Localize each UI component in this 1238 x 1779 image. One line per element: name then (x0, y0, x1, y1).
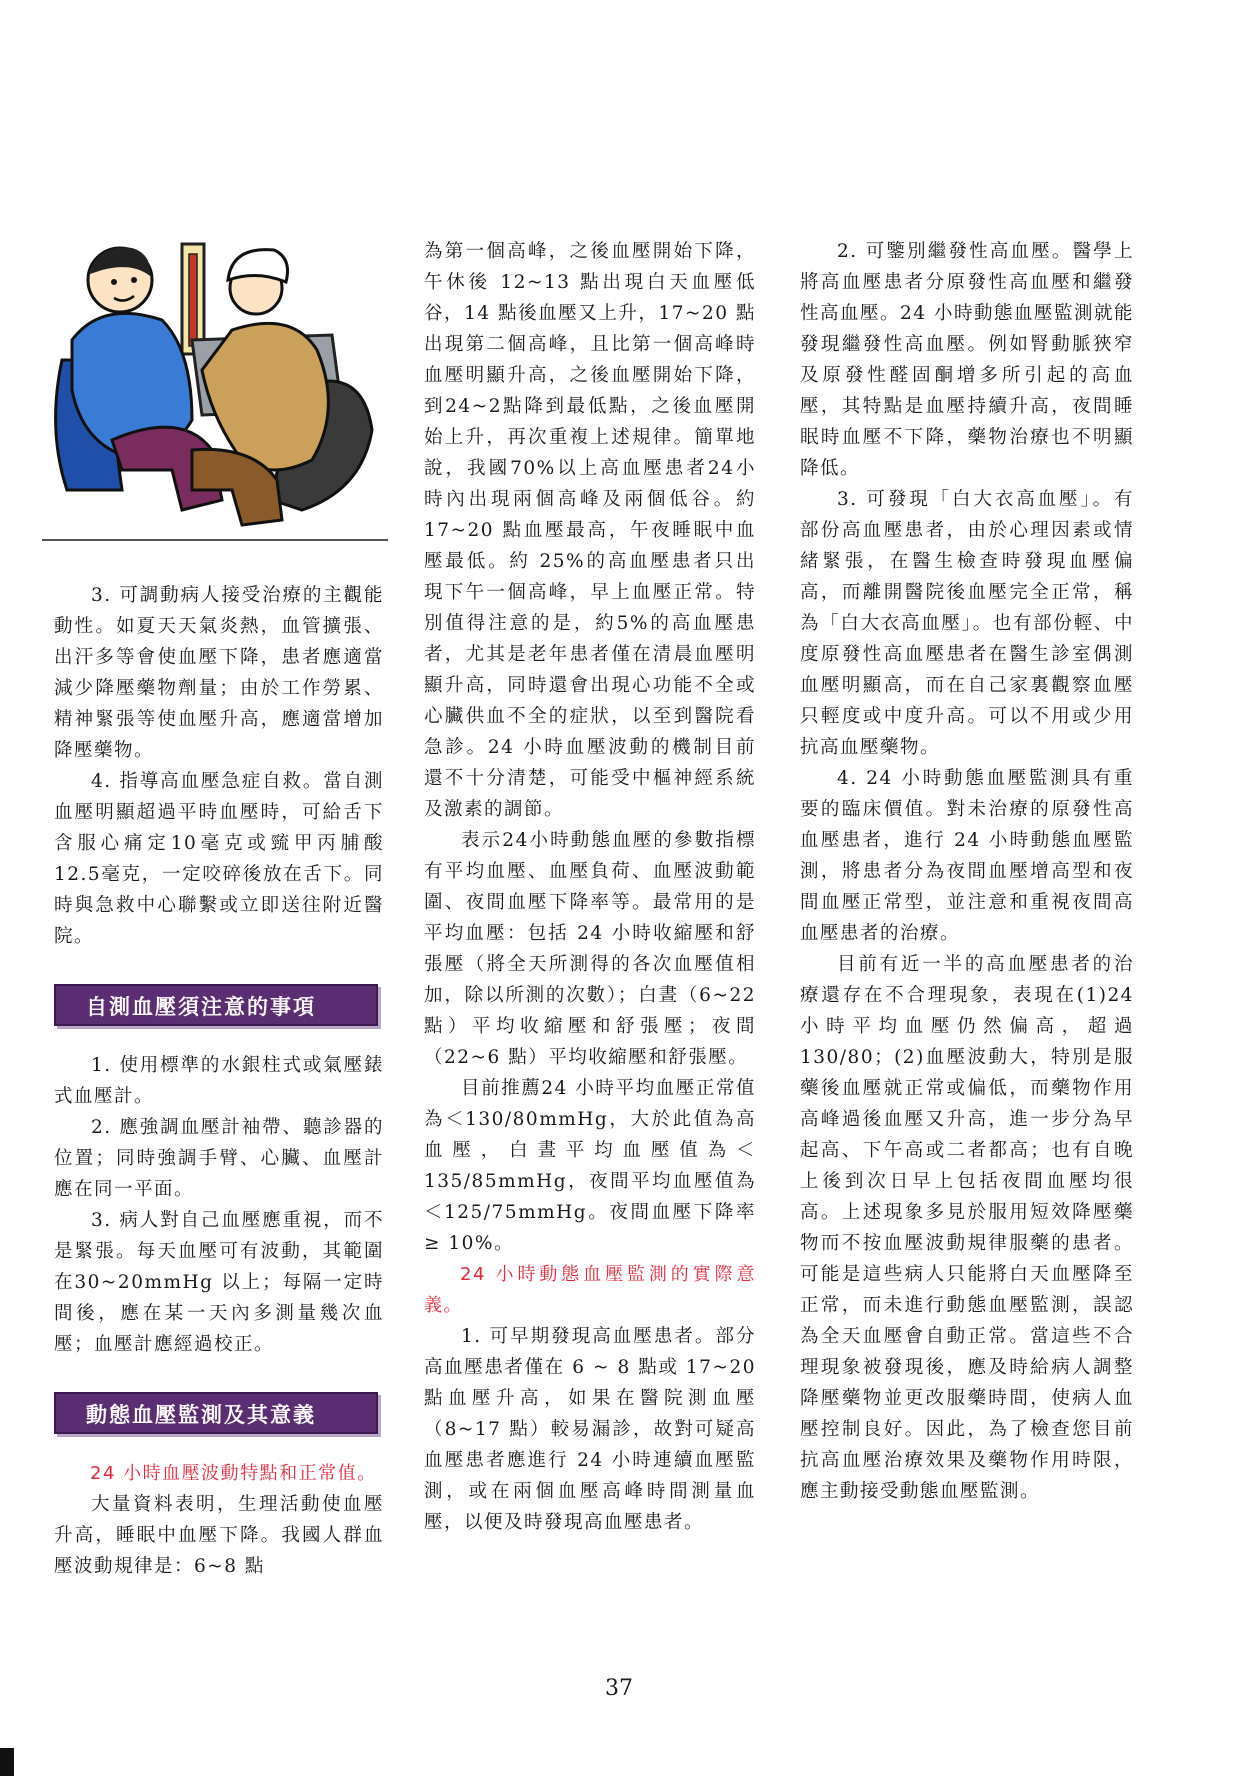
subheading: 24 小時動態血壓監測的實際意義。 (424, 1264, 756, 1316)
paragraph: 大量資料表明，生理活動使血壓升高，睡眠中血壓下降。我國人群血壓波動規律是：6~8 點 (54, 1494, 384, 1577)
paragraph: 4. 24 小時動態血壓監測具有重要的臨床價值。對未治療的原發性高血壓患者，進行 24 小時動態血壓監測，將患者分為夜間血壓增高型和夜間血壓正常型，並注意和重視夜間高血壓患者的治療。 (800, 768, 1134, 944)
section-title-ambulatory: 動態血壓監測及其意義 (54, 1392, 378, 1434)
paragraph: 2. 可鑒別繼發性高血壓。醫學上將高血壓患者分原發性高血壓和繼發性高血壓。24 小時動態血壓監測就能發現繼發性高血壓。例如腎動脈狹窄及原發性醛固酮增多所引起的高血壓，其特點是血壓持續升高，夜間睡眠時血壓不下降，藥物治療也不明顯降低。 (800, 241, 1134, 479)
paragraph: 為第一個高峰，之後血壓開始下降，午休後 12~13 點出現白天血壓低谷，14 點後血壓又上升，17~20 點出現第二個高峰，且比第一個高峰時血壓明顯升高，之後血壓開始下降，到24~2點降到最低點，之後血壓開始上升，再次重複上述規律。簡單地說，我國70%以上高血壓患者24小時內出現兩個高峰及兩個低谷。約17~20 點血壓最高，午夜睡眠中血壓最低。約 25%的高血壓患者只出現下午一個高峰，早上血壓正常。特別值得注意的是，約5%的高血壓患者，尤其是老年患者僅在清晨血壓明顯升高，同時還會出現心功能不全或心臟供血不全的症狀，以至到醫院看急診。24 小時血壓波動的機制目前還不十分清楚，可能受中樞神經系統及激素的調節。 (424, 241, 756, 820)
doctor-patient-illustration (42, 240, 388, 558)
paragraph: 目前推薦24 小時平均血壓正常值為＜130/80mmHg，大於此值為高血壓，白晝平均血壓值為＜135/85mmHg，夜間平均血壓值為＜125/75mmHg。夜間血壓下降率≥ 10%。 (424, 1078, 756, 1254)
paragraph: 1. 可早期發現高血壓患者。部分高血壓患者僅在 6 ~ 8 點或 17~20 點血壓升高，如果在醫院測血壓（8~17 點）較易漏診，故對可疑高血壓患者應進行 24 小時連續血壓監測，或在兩個血壓高峰時間測量血壓，以便及時發現高血壓患者。 (424, 1326, 756, 1533)
column-right (800, 236, 1134, 1507)
page-number: 37 (605, 1676, 633, 1701)
column-middle (424, 236, 756, 1538)
paragraph: 2. 應強調血壓計袖帶、聽診器的位置；同時強調手臂、心臟、血壓計應在同一平面。 (54, 1117, 384, 1200)
paragraph: 4. 指導高血壓急症自救。當自測血壓明顯超過平時血壓時，可給舌下含服心痛定10毫克或巰甲丙脯酸12.5毫克，一定咬碎後放在舌下。同時與急救中心聯繫或立即送往附近醫院。 (54, 771, 384, 947)
paragraph: 3. 可調動病人接受治療的主觀能動性。如夏天天氣炎熱，血管擴張、出汗多等會使血壓下降，患者應適當減少降壓藥物劑量；由於工作勞累、精神緊張等使血壓升高，應適當增加降壓藥物。 (54, 585, 384, 761)
paragraph: 表示24小時動態血壓的參數指標有平均血壓、血壓負荷、血壓波動範圍、夜間血壓下降率等。最常用的是平均血壓：包括 24 小時收縮壓和舒張壓（將全天所測得的各次血壓值相加，除以所測的次數）；白晝（6~22點）平均收縮壓和舒張壓；夜間（22~6 點）平均收縮壓和舒張壓。 (424, 830, 756, 1068)
section-title-self-measure: 自測血壓須注意的事項 (54, 984, 378, 1026)
subheading: 24 小時血壓波動特點和正常值。 (90, 1463, 377, 1484)
paragraph: 目前有近一半的高血壓患者的治療還存在不合理現象，表現在(1)24小時平均血壓仍然偏高，超過130/80；(2)血壓波動大，特別是服藥後血壓就正常或偏低，而藥物作用高峰過後血壓又升高，進一步分為早起高、下午高或二者都高；也有自晚上後到次日早上包括夜間血壓均很高。上述現象多見於服用短效降壓藥物而不按血壓波動規律服藥的患者。可能是這些病人只能將白天血壓降至正常，而未進行動態血壓監測，誤認為全天血壓會自動正常。當這些不合理現象被發現後，應及時給病人調整降壓藥物並更改服藥時間，使病人血壓控制良好。因此，為了檢查您目前抗高血壓治療效果及藥物作用時限，應主動接受動態血壓監測。 (800, 954, 1134, 1502)
paragraph: 3. 可發現「白大衣高血壓」。有部份高血壓患者，由於心理因素或情緒緊張，在醫生檢查時發現血壓偏高，而離開醫院後血壓完全正常，稱為「白大衣高血壓」。也有部份輕、中度原發性高血壓患者在醫生診室偶測血壓明顯高，而在自己家裏觀察血壓只輕度或中度升高。可以不用或少用抗高血壓藥物。 (800, 489, 1134, 758)
paragraph: 3. 病人對自己血壓應重視，而不是緊張。每天血壓可有波動，其範圍在30~20mmHg 以上；每隔一定時間後，應在某一天內多測量幾次血壓；血壓計應經過校正。 (54, 1210, 384, 1355)
paragraph: 1. 使用標準的水銀柱式或氣壓錶式血壓計。 (54, 1055, 384, 1107)
column-left (54, 580, 384, 1582)
scan-edge-mark (0, 1748, 14, 1776)
